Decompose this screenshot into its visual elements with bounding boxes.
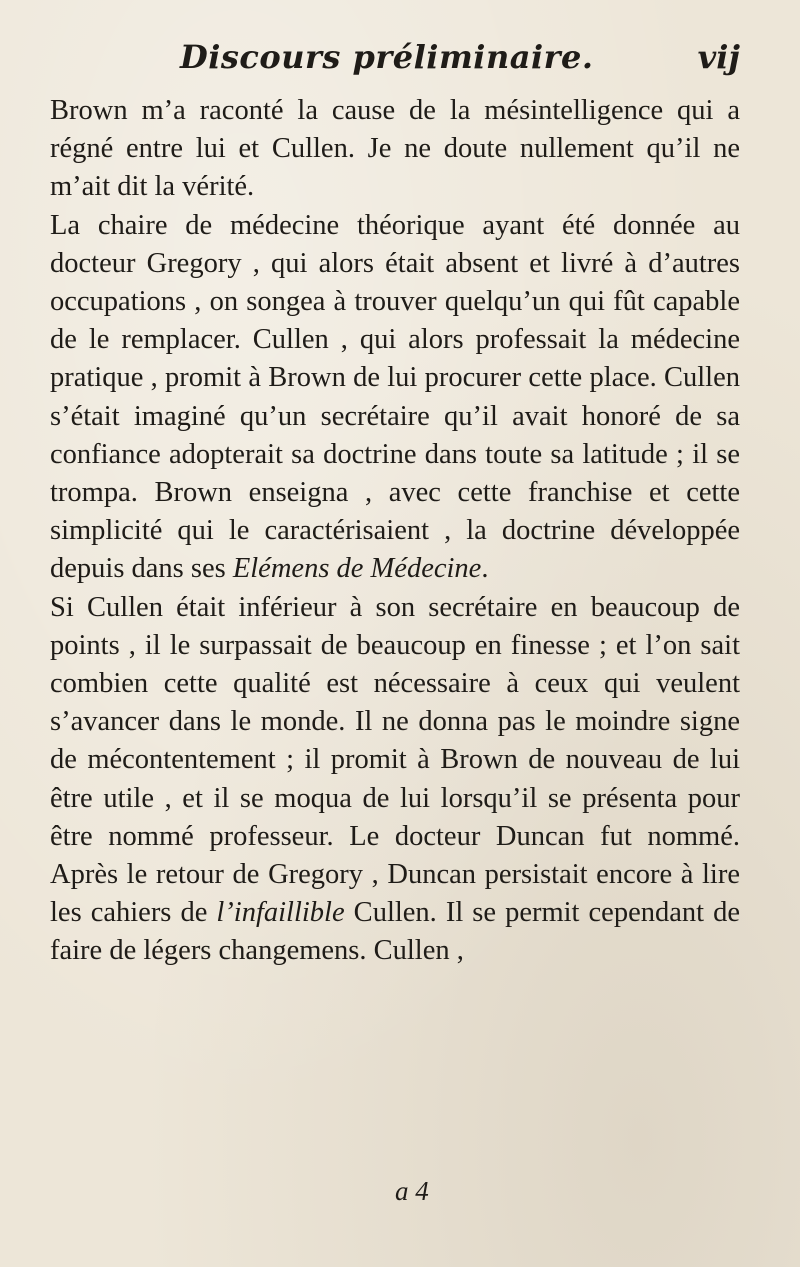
paragraph-2 xyxy=(50,207,740,589)
page-header xyxy=(180,38,740,88)
paragraph-3 xyxy=(50,589,740,971)
paragraph-3-text-a: Si Cullen était inférieur à son secrétaire en beaucoup de points , il le surpassait de beaucoup en finesse ; et l’on sait combien cette qualité est nécessaire à ceux qui veulent s’avancer dans le monde. Il ne donna pas le moindre signe de mécontentement ; il promit à Brown de nouveau de lui être utile , et il se moqua de lui lorsqu’il se présenta pour être nommé professeur. Le docteur Duncan fut nommé. Après le retour de Gregory , Duncan persistait encore à lire les cahiers de xyxy=(50,591,740,929)
book-title-elemens: Elémens de Médecine xyxy=(232,553,482,585)
italic-infaillible: l’infaillible xyxy=(216,897,345,929)
paragraph-2-text-b: . xyxy=(481,553,489,585)
paragraph-1 xyxy=(50,92,740,207)
paragraph-1-text: Brown m’a raconté la cause de la mésintelligence qui a régné entre lui et Cullen. Je ne doute nullement qu’il ne m’ait dit la vérité. xyxy=(50,95,740,203)
body-text xyxy=(50,92,740,971)
running-title: Discours préliminaire. xyxy=(180,38,594,76)
paragraph-2-text-a: La chaire de médecine théorique ayant été donnée au docteur Gregory , qui alors était absent et livré à d’autres occupations , on songea à trouver quelqu’un qui fût capable de le remplacer. Cullen , qui alors professait la médecine pratique , promit à Brown de lui procurer cette place. Cullen s’était imaginé qu’un secrétaire qu’il avait honoré de sa confiance adopterait sa doctrine dans toute sa latitude ; il se trompa. Brown enseigna , avec cette franchise et cette simplicité qui le caractérisaient , la doctrine développée depuis dans ses xyxy=(50,209,740,585)
page-number: vij xyxy=(697,38,740,76)
signature-mark: a 4 xyxy=(395,1176,429,1206)
paragraph-3-text-b: Cullen. Il se permit cependant de faire de légers changemens. Cullen , xyxy=(50,897,740,967)
